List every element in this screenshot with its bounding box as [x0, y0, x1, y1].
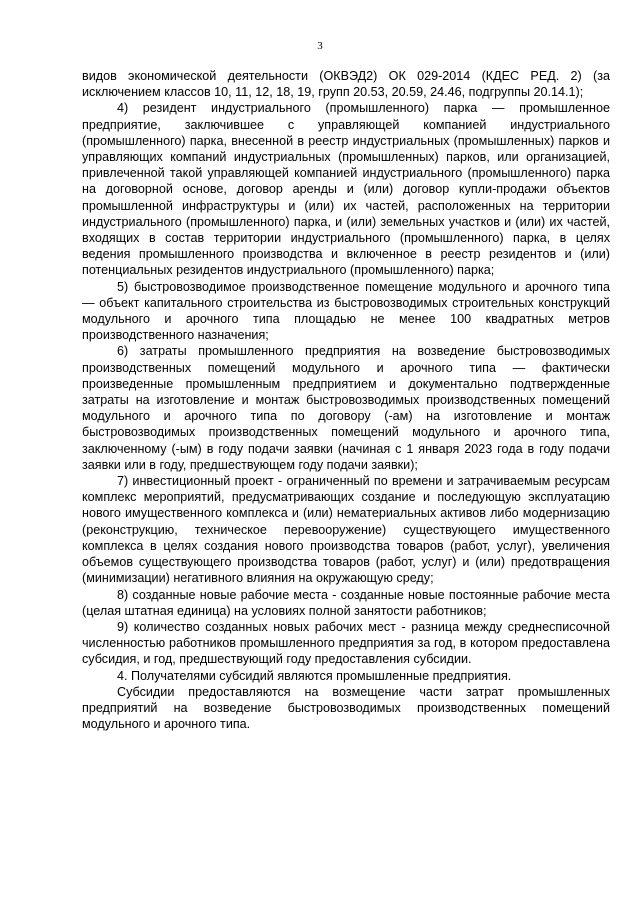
paragraph-item-9-new-jobs-count: 9) количество созданных новых рабочих мест - разница между среднесписочной численностью работников промышленного предприятия за год, в котором предоставлена субсидия, и год, предшествующий году предоставления субсидии.	[82, 619, 610, 667]
paragraph-item-6-enterprise-costs: 6) затраты промышленного предприятия на возведение быстровозводимых производственных помещений модульного и арочного типа — фактически произведенные промышленным предприятием и документально подтвержденные затраты на изготовление и монтаж быстровозводимых производственных помещений модульного и арочного типа по договору (-ам) на изготовление и монтаж быстровозводимых производственных помещений модульного и арочного типа, заключенному (-ым) в году подачи заявки (начиная с 1 января 2023 года в году подачи заявки или в году, предшествующем году подачи заявки);	[82, 344, 610, 472]
paragraph-section-4-recipients: 4. Получателями субсидий являются промышленные предприятия.	[117, 668, 512, 683]
paragraph-item-7-investment-project: 7) инвестиционный проект - ограниченный по времени и затрачиваемым ресурсам комплекс мероприятий, предусматривающих создание и последующую эксплуатацию нового имущественного комплекса и (или) нематериальных активов либо модернизацию (реконструкцию, техническое перевооружение) существующего имущественного комплекса в целях создания нового производства товаров (работ, услуг), увеличения объемов существующего производства товаров (работ, услуг) и (или) предотвращения (минимизации) негативного влияния на окружающую среду;	[82, 474, 610, 586]
document-body	[82, 68, 610, 732]
page-number: 3	[317, 40, 323, 52]
paragraph-subsidy-purpose: Субсидии предоставляются на возмещение части затрат промышленных предприятий на возведение быстровозводимых производственных помещений модульного и арочного типа.	[82, 684, 610, 732]
paragraph-continuation: видов экономической деятельности (ОКВЭД2) ОК 029-2014 (КДЕС РЕД. 2) (за исключением классов 10, 11, 12, 18, 19, групп 20.53, 20.59, 24.46, подгруппы 20.14.1);	[82, 69, 610, 100]
paragraph-item-5-prefab-building: 5) быстровозводимое производственное помещение модульного и арочного типа — объект капитального строительства из быстровозводимых строительных конструкций модульного и арочного типа площадью не менее 100 квадратных метров производственного назначения;	[82, 279, 610, 343]
paragraph-item-4-industrial-park-resident: 4) резидент индустриального (промышленного) парка — промышленное предприятие, заключившее с управляющей компанией индустриального (промышленного) парка, внесенной в реестр индустриальных (промышленных) парков и управляющих компаний индустриальных (промышленных) парков, или организацией, привлеченной такой управляющей компанией индустриального (промышленного) парка на договорной основе, договор аренды и (или) договор купли-продажи объектов промышленной инфраструктуры и (или) их частей, расположенных на территории индустриального (промышленного) парка, и (или) земельных участков и (или) их частей, входящих в состав территории индустриального (промышленного) парка, в целях ведения промышленного производства и включенное в реестр резидентов и (или) потенциальных резидентов индустриального (промышленного) парка;	[82, 101, 610, 278]
paragraph-item-8-new-jobs: 8) созданные новые рабочие места - созданные новые постоянные рабочие места (целая штатная единица) на условиях полной занятости работников;	[82, 587, 610, 618]
